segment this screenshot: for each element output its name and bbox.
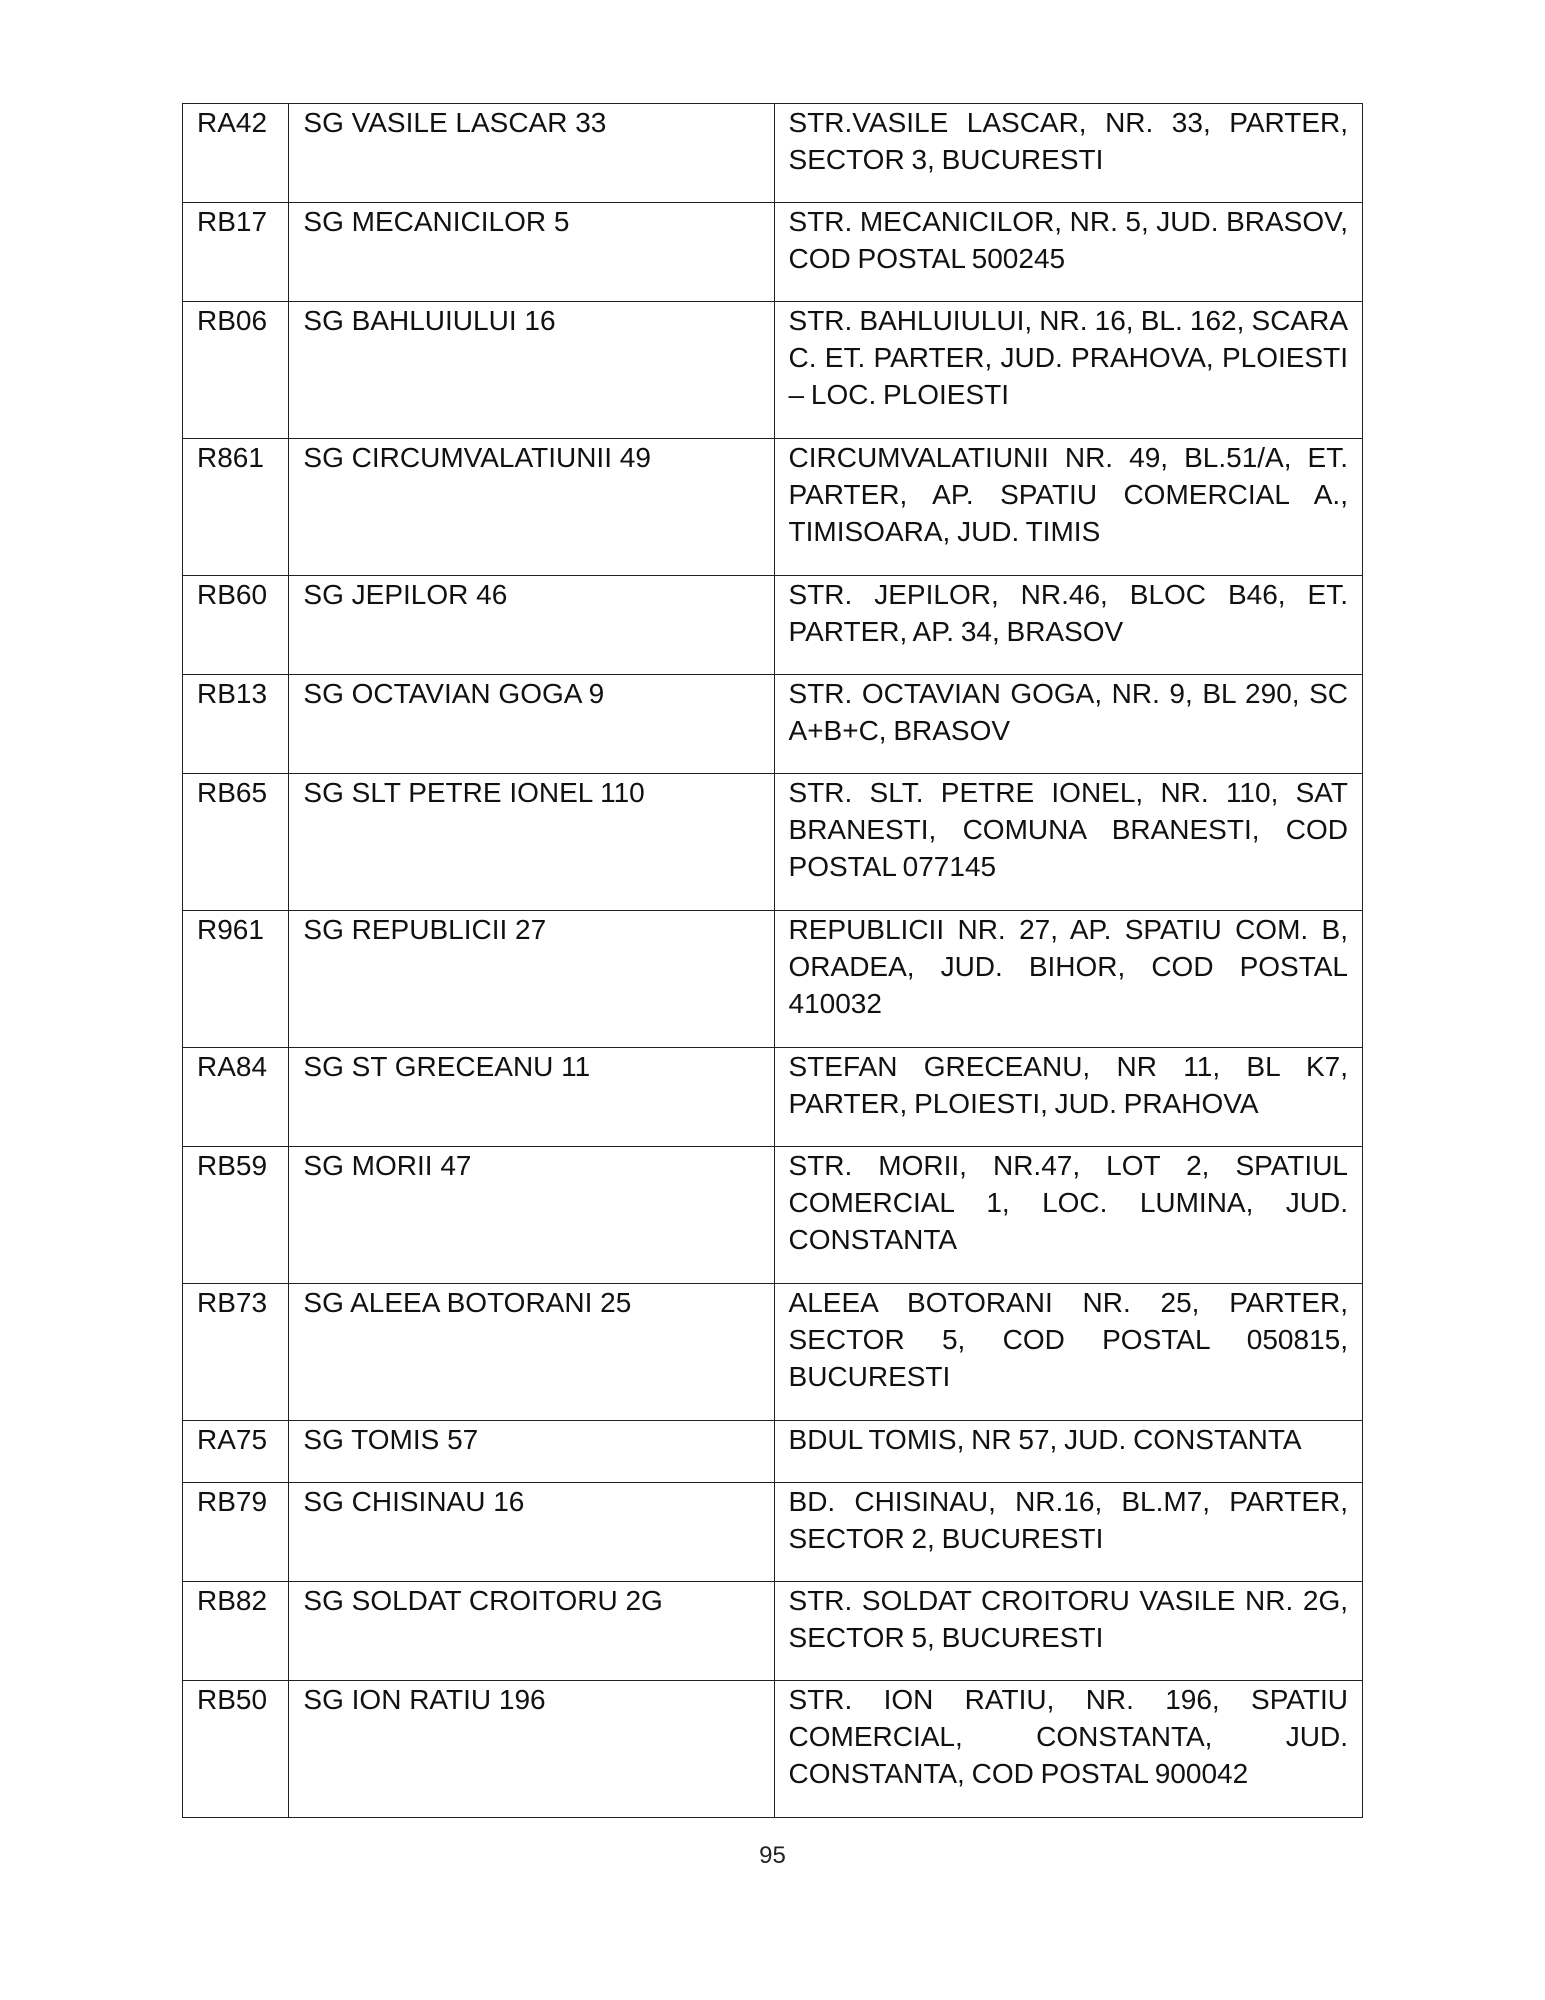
branch-address-cell: STR. MORII, NR.47, LOT 2, SPATIUL COMERCIAL 1, LOC. LUMINA, JUD. CONSTANTA	[774, 1147, 1362, 1284]
branch-address-cell: STR.VASILE LASCAR, NR. 33, PARTER, SECTOR 3, BUCURESTI	[774, 104, 1362, 203]
table-row	[183, 203, 1363, 302]
branch-address-cell: STR. OCTAVIAN GOGA, NR. 9, BL 290, SC A+B+C, BRASOV	[774, 675, 1362, 774]
branch-address-cell: STR. JEPILOR, NR.46, BLOC B46, ET. PARTER, AP. 34, BRASOV	[774, 576, 1362, 675]
branch-address-cell: CIRCUMVALATIUNII NR. 49, BL.51/A, ET. PARTER, AP. SPATIU COMERCIAL A., TIMISOARA, JUD. TIMIS	[774, 439, 1362, 576]
branch-code-cell: RB59	[183, 1147, 289, 1284]
branch-address-table	[182, 103, 1363, 1818]
branch-code-cell: RB50	[183, 1681, 289, 1818]
branch-name-cell: SG ALEEA BOTORANI 25	[289, 1284, 774, 1421]
branch-name-cell: SG TOMIS 57	[289, 1421, 774, 1483]
table-row	[183, 302, 1363, 439]
branch-code-cell: RB65	[183, 774, 289, 911]
branch-address-cell: STR. ION RATIU, NR. 196, SPATIU COMERCIAL, CONSTANTA, JUD. CONSTANTA, COD POSTAL 900042	[774, 1681, 1362, 1818]
branch-code-cell: RB06	[183, 302, 289, 439]
branch-address-cell: STR. SLT. PETRE IONEL, NR. 110, SAT BRANESTI, COMUNA BRANESTI, COD POSTAL 077145	[774, 774, 1362, 911]
branch-address-cell: STEFAN GRECEANU, NR 11, BL K7, PARTER, PLOIESTI, JUD. PRAHOVA	[774, 1048, 1362, 1147]
page-number: 95	[759, 1842, 786, 1869]
branch-code-cell: RB13	[183, 675, 289, 774]
branch-name-cell: SG MECANICILOR 5	[289, 203, 774, 302]
table-row	[183, 439, 1363, 576]
table-row	[183, 1681, 1363, 1818]
branch-name-cell: SG CHISINAU 16	[289, 1483, 774, 1582]
table-row	[183, 1483, 1363, 1582]
table-row	[183, 774, 1363, 911]
branch-name-cell: SG BAHLUIULUI 16	[289, 302, 774, 439]
branch-code-cell: RA75	[183, 1421, 289, 1483]
branch-address-cell: STR. MECANICILOR, NR. 5, JUD. BRASOV, COD POSTAL 500245	[774, 203, 1362, 302]
table-row	[183, 576, 1363, 675]
table-row	[183, 1048, 1363, 1147]
branch-name-cell: SG ST GRECEANU 11	[289, 1048, 774, 1147]
branch-name-cell: SG SOLDAT CROITORU 2G	[289, 1582, 774, 1681]
branch-address-cell: BDUL TOMIS, NR 57, JUD. CONSTANTA	[774, 1421, 1362, 1483]
branch-code-cell: RB17	[183, 203, 289, 302]
branch-name-cell: SG ION RATIU 196	[289, 1681, 774, 1818]
table-row	[183, 1147, 1363, 1284]
table-row	[183, 675, 1363, 774]
branch-name-cell: SG OCTAVIAN GOGA 9	[289, 675, 774, 774]
branch-code-cell: RA84	[183, 1048, 289, 1147]
branch-address-cell: STR. BAHLUIULUI, NR. 16, BL. 162, SCARA C. ET. PARTER, JUD. PRAHOVA, PLOIESTI – LOC. PLOIESTI	[774, 302, 1362, 439]
branch-code-cell: RB73	[183, 1284, 289, 1421]
branch-address-cell: BD. CHISINAU, NR.16, BL.M7, PARTER, SECTOR 2, BUCURESTI	[774, 1483, 1362, 1582]
table-row	[183, 1284, 1363, 1421]
branch-code-cell: RB79	[183, 1483, 289, 1582]
branch-name-cell: SG JEPILOR 46	[289, 576, 774, 675]
branch-name-cell: SG CIRCUMVALATIUNII 49	[289, 439, 774, 576]
table-row	[183, 911, 1363, 1048]
branch-code-cell: RB60	[183, 576, 289, 675]
branch-code-cell: R861	[183, 439, 289, 576]
branch-code-cell: RA42	[183, 104, 289, 203]
branch-name-cell: SG REPUBLICII 27	[289, 911, 774, 1048]
branch-code-cell: R961	[183, 911, 289, 1048]
table-row	[183, 104, 1363, 203]
branch-name-cell: SG SLT PETRE IONEL 110	[289, 774, 774, 911]
branch-address-cell: STR. SOLDAT CROITORU VASILE NR. 2G, SECTOR 5, BUCURESTI	[774, 1582, 1362, 1681]
branch-code-cell: RB82	[183, 1582, 289, 1681]
branch-address-cell: ALEEA BOTORANI NR. 25, PARTER, SECTOR 5, COD POSTAL 050815, BUCURESTI	[774, 1284, 1362, 1421]
branch-name-cell: SG MORII 47	[289, 1147, 774, 1284]
branch-name-cell: SG VASILE LASCAR 33	[289, 104, 774, 203]
table-row	[183, 1421, 1363, 1483]
branch-address-cell: REPUBLICII NR. 27, AP. SPATIU COM. B, ORADEA, JUD. BIHOR, COD POSTAL 410032	[774, 911, 1362, 1048]
table-row	[183, 1582, 1363, 1681]
